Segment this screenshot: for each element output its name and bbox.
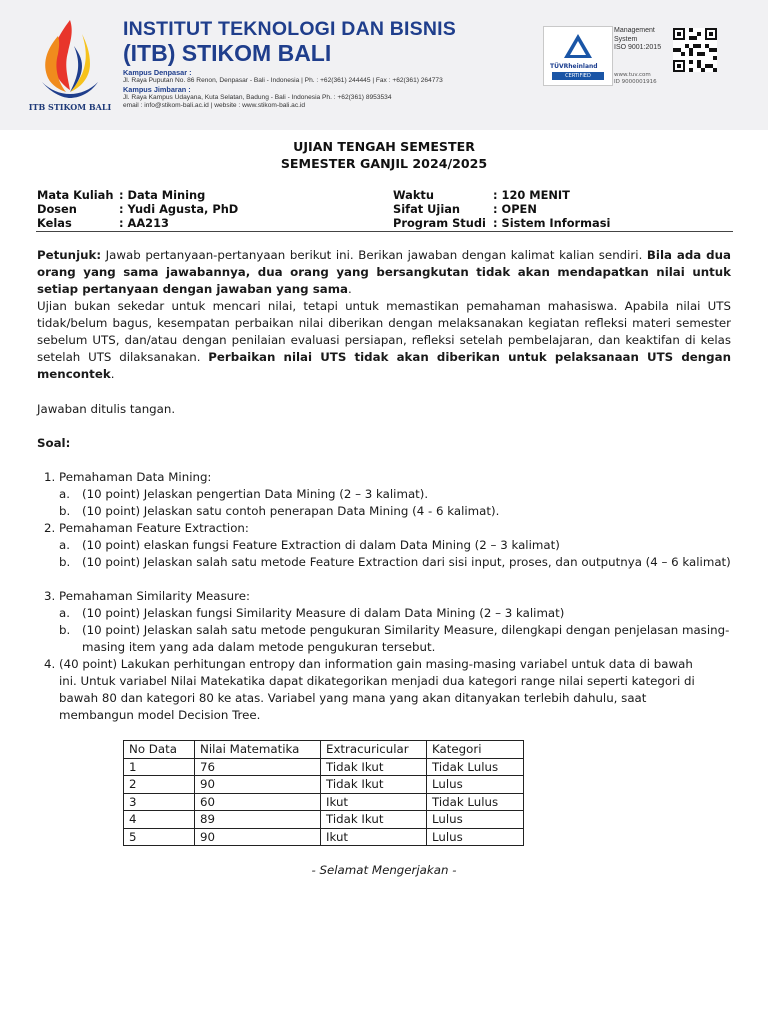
table-row — [124, 758, 524, 776]
soal-heading — [37, 435, 731, 452]
instructions-text: Jawab pertanyaan-pertanyaan berikut ini. Berikan jawaban dengan kalimat kalian sendiri. — [101, 248, 647, 262]
table-cell: 4 — [124, 811, 195, 829]
sub-mark: a. — [59, 538, 70, 552]
table-cell: 2 — [124, 776, 195, 794]
cheating-warning: Perbaikan nilai UTS tidak akan diberikan untuk pelaksanaan UTS dengan mencontek — [37, 350, 731, 381]
table-cell: 1 — [124, 758, 195, 776]
handwritten-note: Jawaban ditulis tangan. — [37, 402, 176, 416]
table-cell: 76 — [195, 758, 321, 776]
meta-label: Kelas — [37, 215, 72, 230]
table-cell: 5 — [124, 828, 195, 846]
table-cell: Lulus — [427, 776, 524, 794]
column-header: Extracuricular — [321, 741, 427, 759]
flame-logo-icon — [28, 16, 112, 102]
question-title: (40 point) Lakukan perhitungan entropy dan information gain masing-masing variabel untuk data di bawah ini. Untuk variabel Nilai Matekatika dapat dikategorikan menjadi dua kategori range nilai seperti kategori di bawah 80 dan kategori 80 ke atas. Variabel yang mana yang akan ditanyakan terlebih dahulu, saat membangun model Decision Tree. — [59, 657, 695, 722]
sub-mark: a. — [59, 487, 70, 501]
institution-name-line1: INSTITUT TEKNOLOGI DAN BISNIS — [123, 18, 456, 40]
soal-label: Soal: — [37, 436, 71, 450]
divider — [36, 231, 733, 232]
tuv-id-info — [614, 72, 657, 86]
exam-semester: SEMESTER GANJIL 2024/2025 — [280, 156, 488, 171]
sub-mark: b. — [59, 555, 71, 569]
exam-title: UJIAN TENGAH SEMESTER — [293, 139, 475, 154]
table-cell: 89 — [195, 811, 321, 829]
question-3b — [59, 622, 734, 656]
campus-denpasar-title: Kampus Denpasar : — [123, 68, 192, 77]
instructions-paragraph — [37, 247, 731, 298]
institution-logo — [28, 16, 112, 116]
question-number: 3. — [44, 589, 56, 603]
institution-name-line2: (ITB) STIKOM BALI — [123, 40, 332, 66]
tuv-triangle-icon — [563, 33, 593, 59]
sub-text: (10 point) Jelaskan satu contoh penerapan Data Mining (4 - 6 kalimat). — [82, 504, 500, 518]
sub-mark: b. — [59, 623, 71, 637]
question-number: 2. — [44, 521, 56, 535]
instructions-label: Petunjuk: — [37, 248, 102, 262]
remedial-paragraph — [37, 298, 731, 383]
column-header: Kategori — [427, 741, 524, 759]
table-row — [124, 793, 524, 811]
campus-jimbaran-title: Kampus Jimbaran : — [123, 84, 191, 94]
meta-value: : Yudi Agusta, PhD — [119, 201, 239, 216]
cert-brand: TÜVRheinland — [550, 63, 598, 70]
table-header-row — [124, 741, 524, 759]
question-number: 1. — [44, 470, 56, 484]
sub-mark: b. — [59, 504, 71, 518]
letterhead — [0, 0, 768, 130]
meta-class — [37, 217, 238, 231]
logo-caption: ITB STIKOM BALI — [28, 102, 112, 112]
question-title: Pemahaman Similarity Measure: — [59, 589, 250, 603]
meta-value: : AA213 — [119, 215, 169, 230]
question-2b — [59, 554, 734, 588]
table-cell: Lulus — [427, 811, 524, 829]
question-4 — [44, 656, 714, 724]
meta-right — [393, 189, 610, 230]
meta-label: Program Studi — [393, 215, 486, 230]
question-number: 4. — [44, 657, 56, 671]
tuv-id: ID 9000001916 — [614, 79, 657, 85]
sub-text: (10 point) elaskan fungsi Feature Extraction di dalam Data Mining (2 – 3 kalimat) — [82, 538, 560, 552]
meta-label: Mata Kuliah — [37, 188, 114, 202]
question-3 — [44, 588, 734, 605]
meta-left — [37, 189, 238, 230]
meta-value: : OPEN — [493, 201, 537, 216]
closing-remark: - Selamat Mengerjakan - — [311, 863, 457, 877]
contact-info: email : info@stikom-bali.ac.id | website : www.stikom-bali.ac.id — [123, 102, 306, 110]
data-table — [123, 740, 524, 846]
column-header: No Data — [124, 741, 195, 759]
mgmt-line3: ISO 9001:2015 — [614, 44, 662, 51]
campus-jimbaran-address: Jl. Raya Kampus Udayana, Kuta Selatan, Badung - Bali - Indonesia Ph. : +62(361) 8953534 — [123, 93, 392, 101]
sub-text: (10 point) Jelaskan fungsi Similarity Measure di dalam Data Mining (2 – 3 kalimat) — [82, 606, 565, 620]
meta-value: : 120 MENIT — [493, 188, 570, 202]
meta-course — [37, 189, 238, 203]
tuv-certification-badge — [543, 26, 613, 86]
meta-label: Waktu — [393, 188, 434, 202]
mgmt-line1: Management — [614, 27, 655, 34]
management-system-info — [614, 27, 661, 53]
tuv-url: www.tuv.com — [614, 72, 651, 78]
punctuation: . — [110, 367, 115, 381]
cert-certified-label: CERTIFIED — [552, 72, 604, 80]
table-cell: 90 — [195, 828, 321, 846]
sub-mark: a. — [59, 606, 70, 620]
sub-text: (10 point) Jelaskan salah satu metode pengukuran Similarity Measure, dilengkapi dengan penjelasan masing-masing item yang ada dalam metode pengukuran tersebut. — [82, 623, 730, 654]
punctuation: . — [347, 282, 352, 296]
meta-exam-type — [393, 203, 610, 217]
question-1 — [44, 469, 734, 486]
meta-value: : Sistem Informasi — [493, 215, 611, 230]
meta-value: : Data Mining — [119, 188, 206, 202]
table-cell: 3 — [124, 793, 195, 811]
table-cell: Ikut — [321, 793, 427, 811]
table-cell: Lulus — [427, 828, 524, 846]
table-row — [124, 828, 524, 846]
meta-time — [393, 189, 610, 203]
column-header: Nilai Matematika — [195, 741, 321, 759]
table-cell: Tidak Lulus — [427, 758, 524, 776]
table-cell: Ikut — [321, 828, 427, 846]
table-cell: Tidak Lulus — [427, 793, 524, 811]
table-cell: Tidak Ikut — [321, 776, 427, 794]
table-row — [124, 811, 524, 829]
remedial-text: Ujian bukan sekedar untuk mencari nilai, tetapi untuk memastikan pemahaman mahasiswa. Apabila nilai UTS tidak/belum bagus, kesempatan perbaikan nilai diberikan dengan melaksanakan kegiatan refleksi materi semester sebelum UTS, dan/atau dengan penilaian evaluasi persiapan, refleksi setelah pembelajaran, dan keaktifan di kelas setelah UTS dilaksanakan. — [37, 299, 731, 364]
sub-text: (10 point) Jelaskan salah satu metode Feature Extraction dari sisi input, proses, dan outputnya (4 – 6 kalimat) — [82, 555, 731, 569]
table-row — [124, 776, 524, 794]
table-cell: 60 — [195, 793, 321, 811]
table-cell: Tidak Ikut — [321, 811, 427, 829]
qr-code-icon — [673, 28, 717, 72]
question-title: Pemahaman Data Mining: — [59, 470, 212, 484]
question-title: Pemahaman Feature Extraction: — [59, 521, 249, 535]
sub-text: (10 point) Jelaskan pengertian Data Mining (2 – 3 kalimat). — [82, 487, 429, 501]
instructions-warning: Bila ada dua orang yang sama jawabannya, dua orang yang bersangkutan tidak akan mendapatkan nilai untuk setiap pertanyaan dengan jawaban yang sama — [37, 248, 731, 296]
meta-lecturer — [37, 203, 238, 217]
meta-label: Dosen — [37, 201, 77, 216]
table-cell: Tidak Ikut — [321, 758, 427, 776]
meta-study-program — [393, 217, 610, 231]
campus-denpasar-address: Jl. Raya Puputan No. 86 Renon, Denpasar - Bali - Indonesia | Ph. : +62(361) 244445 | Fax : +62(361) 264773 — [123, 77, 443, 85]
mgmt-line2: System — [614, 35, 638, 43]
meta-label: Sifat Ujian — [393, 201, 461, 216]
campus-addresses — [123, 69, 443, 110]
question-2 — [44, 520, 734, 537]
table-cell: 90 — [195, 776, 321, 794]
